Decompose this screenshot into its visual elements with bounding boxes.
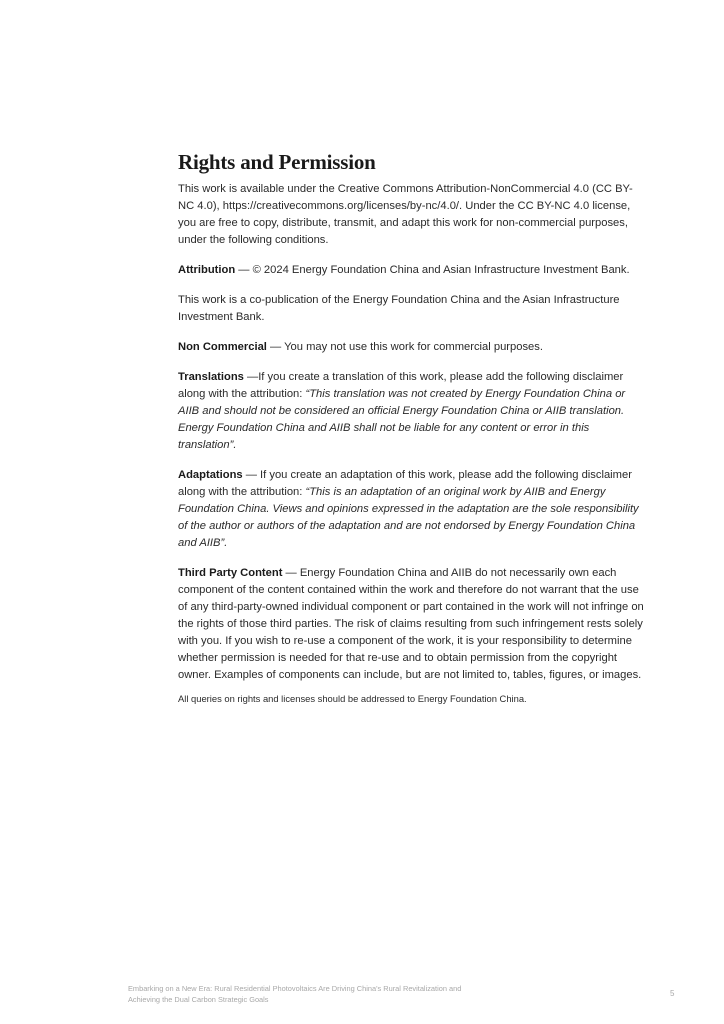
- adaptations-paragraph: [178, 467, 644, 552]
- noncommercial-label: Non Commercial: [178, 341, 267, 353]
- translations-text: —If you create a translation of this work, please add the following disclaimer along with the attribution:: [178, 371, 624, 400]
- attribution-paragraph: [178, 262, 644, 279]
- copublication-paragraph: This work is a co-publication of the Energy Foundation China and the Asian Infrastructure Investment Bank.: [178, 294, 620, 323]
- adaptations-quote: “This is an adaptation of an original work by AIIB and Energy Foundation China. Views and opinions expressed in the adaptation are the sole responsibility of the author or authors of the adaptation and are not endorsed by Energy Foundation China and AIIB”.: [178, 486, 639, 549]
- noncommercial-paragraph: [178, 339, 644, 356]
- translations-label: Translations: [178, 371, 244, 383]
- adaptations-text: — If you create an adaptation of this work, please add the following disclaimer along with the attribution:: [178, 469, 632, 498]
- thirdparty-paragraph: [178, 565, 644, 684]
- intro-paragraph: This work is available under the Creative Commons Attribution-NonCommercial 4.0 (CC BY-NC 4.0), https://creativecommons.org/licenses/by-nc/4.0/. Under the CC BY-NC 4.0 license, you are free to copy, distribute, transmit, and adapt this work for non-commercial purposes, under the following conditions.: [178, 183, 633, 246]
- attribution-label: Attribution: [178, 264, 236, 276]
- attribution-text: — © 2024 Energy Foundation China and Asian Infrastructure Investment Bank.: [235, 264, 630, 276]
- page-title: Rights and Permission: [178, 150, 376, 174]
- thirdparty-label: Third Party Content: [178, 567, 283, 579]
- noncommercial-text: — You may not use this work for commercial purposes.: [266, 341, 543, 353]
- page-number: 5: [670, 989, 675, 998]
- footer-line-1: Embarking on a New Era: Rural Residential Photovoltaics Are Driving China's Rural Revitalization and: [128, 984, 462, 993]
- thirdparty-text: — Energy Foundation China and AIIB do not necessarily own each component of the content contained within the work and therefore do not warrant that the use of any third-party-owned individual component or part contained in the work will not infringe on the rights of those third parties. The risk of claims resulting from such infringement rests solely with you. If you wish to re-use a component of the work, it is your responsibility to determine whether permission is needed for that re-use and to obtain permission from the copyright owner. Examples of components can include, but are not limited to, tables, figures, or images.: [178, 567, 644, 681]
- translations-quote: “This translation was not created by Energy Foundation China or AIIB and should not be considered an official Energy Foundation China or AIIB translation. Energy Foundation China and AIIB shall not be liable for any content or error in this translation”.: [178, 388, 626, 451]
- queries-note: All queries on rights and licenses should be addressed to Energy Foundation China.: [178, 693, 527, 704]
- translations-paragraph: [178, 369, 644, 454]
- rights-section: [178, 150, 644, 706]
- footer-document-title: [128, 983, 461, 1005]
- adaptations-label: Adaptations: [178, 469, 243, 481]
- footer-line-2: Achieving the Dual Carbon Strategic Goals: [128, 995, 269, 1004]
